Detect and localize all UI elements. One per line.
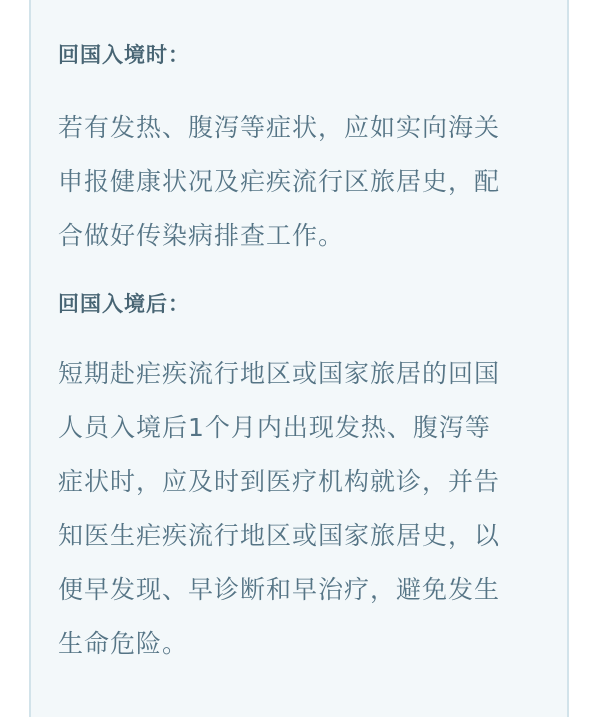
section-paragraph-after-entry bbox=[58, 347, 558, 671]
paragraph-line: 生命危险。 bbox=[58, 629, 189, 658]
paragraph-line: 短期赴疟疾流行地区或国家旅居的回国 bbox=[58, 359, 501, 388]
paragraph-line: 申报健康状况及疟疾流行区旅居史，配 bbox=[58, 167, 501, 196]
section-heading-entry: 回国入境时： bbox=[58, 43, 190, 67]
paragraph-line: 若有发热、腹泻等症状，应如实向海关 bbox=[58, 113, 501, 142]
paragraph-line: 知医生疟疾流行地区或国家旅居史，以 bbox=[58, 521, 501, 550]
section-heading-after-entry: 回国入境后： bbox=[58, 292, 190, 316]
paragraph-line: 便早发现、早诊断和早治疗，避免发生 bbox=[58, 575, 501, 604]
paragraph-line: 合做好传染病排查工作。 bbox=[58, 221, 345, 250]
paragraph-line: 症状时，应及时到医疗机构就诊，并告 bbox=[58, 467, 501, 496]
paragraph-line: 人员入境后1个月内出现发热、腹泻等 bbox=[58, 413, 491, 442]
section-paragraph-entry bbox=[58, 101, 558, 263]
